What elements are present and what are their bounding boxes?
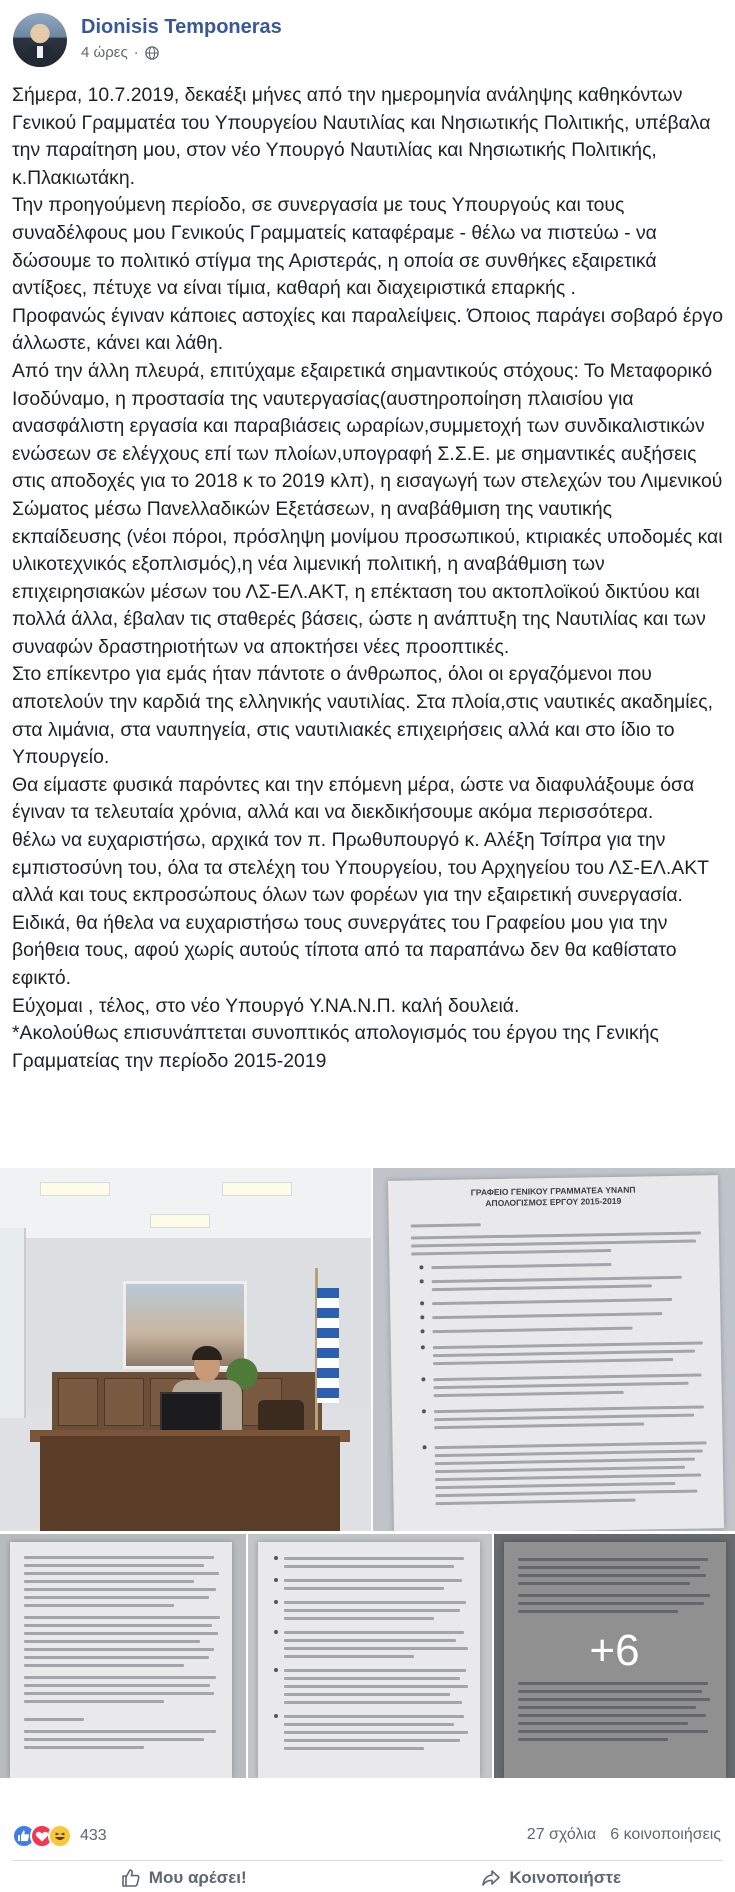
document-title — [388, 1183, 718, 1211]
photo-grid — [0, 1168, 735, 1808]
text-line — [432, 1312, 662, 1319]
desk — [40, 1436, 340, 1531]
text-line — [433, 1350, 695, 1358]
text-line — [284, 1601, 466, 1604]
like-button[interactable] — [0, 1864, 368, 1892]
text-line — [24, 1664, 184, 1667]
text-line — [284, 1557, 464, 1560]
text-line — [284, 1715, 464, 1718]
text-line — [24, 1556, 214, 1559]
text-line — [284, 1669, 466, 1672]
text-line — [24, 1624, 212, 1627]
text-line — [24, 1640, 200, 1643]
text-line — [432, 1298, 672, 1305]
bullet — [420, 1279, 424, 1283]
text-line — [434, 1391, 624, 1397]
photo-document-page-3[interactable] — [248, 1534, 492, 1778]
reaction-summary[interactable] — [12, 1822, 107, 1850]
text-line — [24, 1738, 204, 1741]
post-paragraph: Προφανώς έγιναν κάποιες αστοχίες και παραλείψεις. Όποιος παράγει σοβαρό έργο άλλωστε, κάνει και λάθη. — [12, 304, 723, 355]
text-line — [434, 1405, 704, 1413]
text-line — [284, 1685, 468, 1688]
cabinet-door — [58, 1378, 98, 1426]
divider — [12, 1860, 723, 1861]
share-icon — [481, 1868, 501, 1888]
text-line — [411, 1223, 481, 1227]
wall-painting — [123, 1281, 247, 1369]
text-line — [24, 1564, 204, 1567]
text-line — [434, 1382, 689, 1389]
post-paragraph: Από την άλλη πλευρά, επιτύχαμε εξαιρετικά σημαντικούς στόχους: Το Μεταφορικό Ισοδύναμο, η προστασία της ναυτεργασίας(αυστηροποίηση πλαισίου για ανασφάλιστη εργασία και παραβιάσεις ωραρίων,συμμετοχή των συνδικαλιστικών ενώσεων σε ελέγχους επί των πλοίων,υπογραφή Σ.Σ.Ε. με σημαντικές αυξήσεις στις αποδοχές για το 2018 κ το 2019 κλπ), η εισαγωγή των στελεχών του Λιμενικού Σώματος μέσω Πανελλαδικών Εξετάσεων, η αναβάθμιση της ναυτικής εκπαίδευσης (νέοι πόροι, πρόσληψη μονίμου προσωπικού, κτιριακές υποδομές και υλικοτεχνικός εξοπλισμός),η νέα λιμενική πολιτική, η αναβάθμιση των επιχειρησιακών μέσων του ΛΣ-ΕΛ.ΑΚΤ, η επέκταση του ακτοπλοϊκού δικτύου και πολλά άλλα, έβαλαν τις σταθερές βάσεις, ώστε η ανάπτυξη της Ναυτιλίας και των συναφών δραστηριοτήτων να αποκτήσει νέες προοπτικές. — [12, 359, 723, 658]
document-paper — [10, 1542, 232, 1778]
globe-icon[interactable] — [145, 46, 159, 60]
photo-document-page-1[interactable] — [373, 1168, 735, 1531]
text-line — [435, 1473, 701, 1481]
text-line — [284, 1587, 444, 1590]
text-line — [24, 1604, 174, 1607]
text-line — [24, 1746, 144, 1749]
text-line — [435, 1449, 703, 1457]
text-line — [435, 1490, 697, 1498]
text-line — [284, 1693, 450, 1696]
text-line — [24, 1692, 214, 1695]
text-line — [24, 1656, 209, 1659]
text-line — [284, 1647, 468, 1650]
text-line — [284, 1631, 464, 1634]
text-line — [284, 1731, 468, 1734]
bullet — [420, 1315, 424, 1319]
text-line — [24, 1700, 164, 1703]
bullet — [422, 1409, 426, 1413]
haha-reaction-icon — [48, 1824, 72, 1848]
post-paragraph: Ειδικά, θα ήθελα να ευχαριστήσω τους συνεργάτες του Γραφείου μου για την βοήθεια τους, αφού χωρίς αυτούς τίποτα από τα παραπάνω δεν θα καθίστατο εφικτό. — [12, 911, 677, 989]
ceiling-light — [150, 1214, 210, 1228]
author-name[interactable]: Dionisis Temponeras — [81, 16, 282, 38]
thumbs-up-icon — [121, 1868, 141, 1888]
bullet — [274, 1630, 278, 1634]
text-line — [24, 1572, 219, 1575]
cabinet-door — [104, 1378, 144, 1426]
text-line — [436, 1499, 636, 1505]
text-line — [435, 1466, 685, 1473]
text-line — [284, 1655, 414, 1658]
bullet — [274, 1600, 278, 1604]
greek-flag — [317, 1288, 339, 1403]
text-line — [284, 1739, 460, 1742]
post-time[interactable]: 4 ώρες — [81, 44, 128, 61]
post-paragraph: Σήμερα, 10.7.2019, δεκαέξι μήνες από την ημερομηνία ανάληψης καθηκόντων Γενικού Γραμματέα του Υπουργείου Ναυτιλίας και Νησιωτικής Πολιτικής, υπέβαλα την παραίτηση μου, στον νέο Υπουργό Ναυτιλίας και Νησιωτικής Πολιτικής, κ.Πλακιωτάκη. — [12, 84, 711, 189]
text-line — [284, 1677, 460, 1680]
post-header — [0, 0, 735, 74]
shares-count[interactable]: 6 κοινοποιήσεις — [610, 1826, 721, 1843]
text-line — [24, 1580, 194, 1583]
bullet — [274, 1556, 278, 1560]
text-line — [24, 1684, 210, 1687]
bullet — [421, 1345, 425, 1349]
text-line — [434, 1422, 644, 1429]
like-button-label: Μου αρέσει! — [148, 1868, 247, 1887]
document-subtitle-line: ΑΠΟΛΟΓΙΣΜΟΣ ΕΡΓΟΥ 2015-2019 — [485, 1195, 622, 1209]
text-line — [24, 1718, 84, 1721]
text-line — [24, 1616, 220, 1619]
text-line — [433, 1373, 701, 1381]
bullet — [421, 1329, 425, 1333]
text-line — [284, 1579, 462, 1582]
text-line — [433, 1358, 673, 1365]
text-line — [434, 1414, 694, 1422]
post-paragraph: θέλω να ευχαριστήσω, αρχικά τον π. Πρωθυπουργό κ. Αλέξη Τσίπρα για την εμπιστοσύνη του, όλα τα στελέχη του Υπουργείου, του Αρχηγείου του ΛΣ-ΕΛ.ΑΚΤ αλλά και τους εκπροσώπους όλων των φορέων για την εξαιρετική συνεργασία. — [12, 829, 709, 907]
office-window — [0, 1228, 26, 1418]
text-line — [24, 1588, 216, 1591]
text-line — [284, 1747, 424, 1750]
bullet — [274, 1578, 278, 1582]
share-button-label: Κοινοποιήστε — [509, 1868, 622, 1887]
document-paper — [388, 1175, 724, 1531]
comments-count[interactable]: 27 σχόλια — [526, 1826, 597, 1843]
document-paper — [258, 1542, 480, 1778]
share-button[interactable] — [368, 1864, 735, 1892]
text-line — [411, 1231, 701, 1239]
text-line — [435, 1441, 707, 1449]
text-line — [284, 1723, 454, 1726]
text-line — [24, 1676, 216, 1679]
post-paragraph: *Ακολούθως επισυνάπτεται συνοπτικός απολογισμός του έργου της Γενικής Γραμματείας την περίοδο 2015-2019 — [12, 1022, 659, 1072]
photo-document-page-2[interactable] — [0, 1534, 246, 1778]
text-line — [431, 1263, 611, 1269]
photo-more[interactable] — [494, 1534, 735, 1778]
bullet — [274, 1668, 278, 1672]
text-line — [411, 1240, 696, 1248]
bullet — [274, 1714, 278, 1718]
text-line — [284, 1609, 460, 1612]
meta-separator: · — [133, 44, 139, 61]
post-paragraph: Την προηγούμενη περίοδο, σε συνεργασία με τους Υπουργούς και τους συναδέλφους μου Γενικούς Γραμματείς καταφέραμε - θέλω να πιστεύω - να δώσουμε το πολιτικό στίγμα της Αριστεράς, η οποία σε συνθήκες εξαιρετικά αντίξοες, πέτυχε να είναι τίμια, καθαρή και διαχειριστικά επαρκής . — [12, 194, 657, 300]
text-line — [284, 1565, 454, 1568]
text-line — [284, 1701, 462, 1704]
bullet — [421, 1377, 425, 1381]
ceiling-light — [40, 1182, 110, 1196]
post-paragraph: Εύχομαι , τέλος, στο νέο Υπουργό Υ.ΝΑ.Ν.Π. καλή δουλειά. — [12, 994, 520, 1017]
photo-office[interactable] — [0, 1168, 371, 1531]
ceiling-light — [222, 1182, 292, 1196]
post-paragraph: Στο επίκεντρο για εμάς ήταν πάντοτε ο άνθρωπος, όλοι οι εργαζόμενοι που αποτελούν την καρδιά της ελληνικής ναυτιλίας. Στα πλοία,στις ναυτικές ακαδημίες, στα λιμάνια, στα ναυπηγεία, στις ναυτιλιακές επιχειρήσεις αλλά και στο ίδιο το Υπουργείο. — [12, 663, 713, 769]
text-line — [433, 1341, 703, 1349]
text-line — [432, 1284, 652, 1291]
post-meta — [81, 44, 159, 61]
bullet — [423, 1445, 427, 1449]
document-title-line: ΓΡΑΦΕΙΟ ΓΕΝΙΚΟΥ ΓΡΑΜΜΑΤΕΑ ΥΝΑΝΠ — [470, 1184, 636, 1198]
text-line — [411, 1249, 611, 1255]
text-line — [24, 1648, 214, 1651]
text-line — [24, 1596, 209, 1599]
text-line — [24, 1632, 218, 1635]
text-line — [24, 1730, 216, 1733]
text-line — [432, 1276, 682, 1283]
text-line — [284, 1617, 434, 1620]
avatar-shirt — [37, 46, 43, 58]
more-photos-count[interactable]: +6 — [589, 1626, 640, 1675]
bullet — [419, 1265, 423, 1269]
engagement-stats — [527, 1826, 721, 1844]
author-avatar[interactable] — [13, 13, 67, 67]
text-line — [284, 1639, 456, 1642]
post-text — [12, 82, 724, 1075]
action-bar — [0, 1864, 735, 1892]
reaction-count[interactable]: 433 — [80, 1827, 107, 1844]
post-paragraph: Θα είμαστε φυσικά παρόντες και την επόμενη μέρα, ώστε να διαφυλάξουμε όσα έγιναν τα τελευταία χρόνια, αλλά και να διεκδικήσουμε ακόμα περισσότερα. — [12, 773, 695, 824]
text-line — [433, 1327, 633, 1333]
text-line — [435, 1482, 675, 1489]
bullet — [420, 1301, 424, 1305]
text-line — [435, 1458, 695, 1466]
